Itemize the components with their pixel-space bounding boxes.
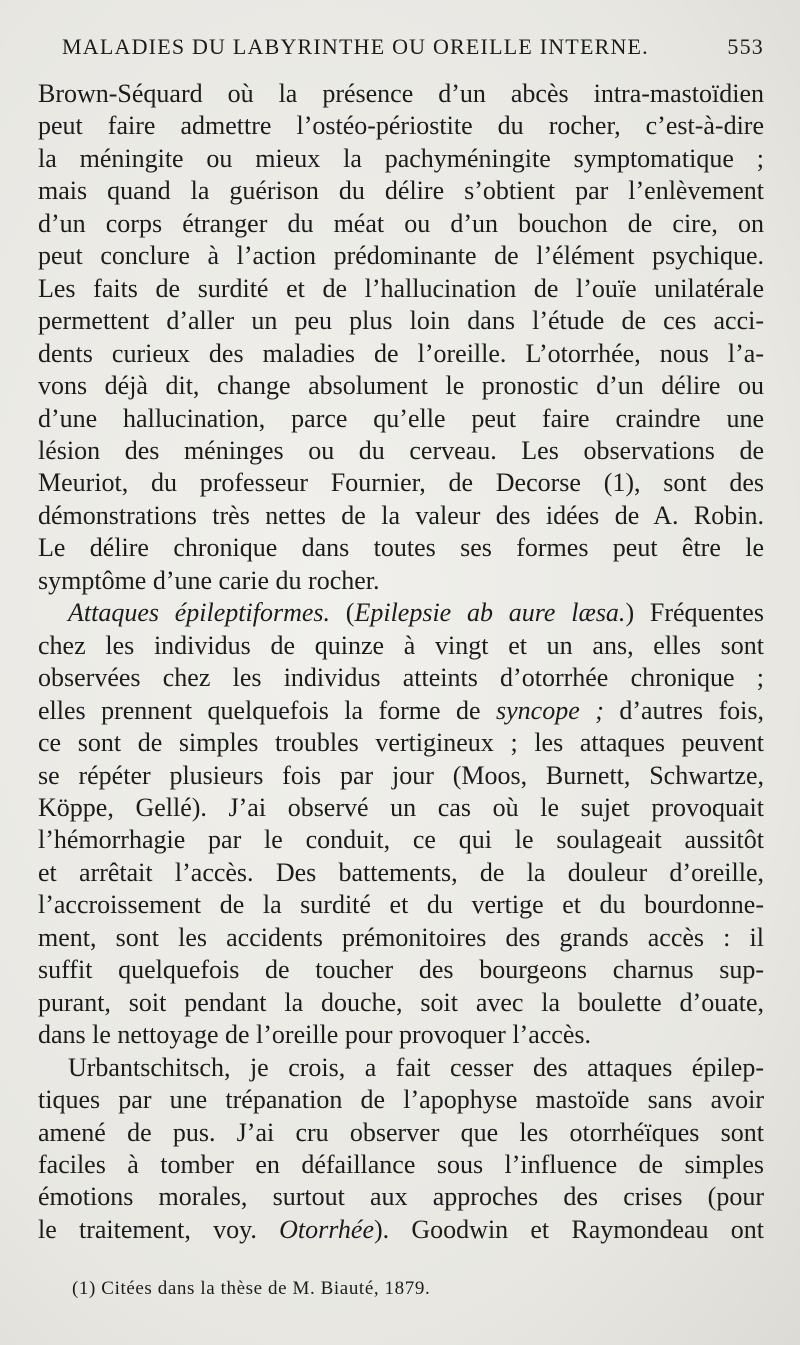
text-fragment: ). Goodwin et Raymondeau ont [374, 1214, 764, 1244]
text-line: d’un corps étranger du méat ou d’un bouchon de cire, on [38, 208, 764, 238]
text-line: lésion des méninges ou du cerveau. Les observations de [38, 435, 764, 465]
text-line: ce sont de simples troubles vertigineux ; les attaques peuvent [38, 728, 764, 758]
text-line: vons déjà dit, change absolument le pronostic d’un délire ou [38, 371, 764, 401]
text-line: et arrêtait l’accès. Des battements, de la douleur d’oreille, [38, 857, 764, 887]
text-line: l’accroissement de la surdité et du vertige et du bourdonne- [38, 890, 764, 920]
text-line: Brown-Séquard où la présence d’un abcès intra-mastoïdien [38, 79, 764, 108]
text-line-mixed [38, 695, 764, 727]
text-line: permettent d’aller un peu plus loin dans l’étude de ces acci- [38, 306, 764, 336]
running-header [62, 34, 764, 60]
page-number: 553 [727, 34, 764, 59]
text-line: la méningite ou mieux la pachyméningite symptomatique ; [38, 143, 764, 173]
body-text [38, 78, 764, 1246]
text-line: purant, soit pendant la douche, soit avec la boulette d’ouate, [38, 987, 764, 1017]
text-line: Köppe, Gellé). J’ai observé un cas où le sujet provoquait [38, 792, 764, 822]
text-line: Les faits de surdité et de l’hallucination de l’ouïe unilatérale [38, 273, 764, 303]
section-heading: Attaques épileptiformes. [68, 598, 331, 628]
text-line: dans le nettoyage de l’oreille pour provoquer l’accès. [38, 1020, 591, 1050]
text-line: dents curieux des maladies de l’oreille. L’otorrhée, nous l’a- [38, 338, 764, 368]
text-line: mais quand la guérison du délire s’obtient par l’enlèvement [38, 176, 764, 206]
text-line: symptôme d’une carie du rocher. [38, 565, 380, 595]
text-line: démonstrations très nettes de la valeur des idées de A. Robin. [38, 500, 764, 530]
text-line: suffit quelquefois de toucher des bourgeons charnus sup- [38, 955, 764, 985]
text-line: tiques par une trépanation de l’apophyse mastoïde sans avoir [38, 1085, 764, 1115]
section-subheading: Epilepsie ab aure læsa. [354, 598, 626, 628]
text-line: Urbantschitsch, je crois, a fait cesser des attaques épilep- [68, 1052, 764, 1082]
text-line: observées chez les individus atteints d’otorrhée chronique ; [38, 663, 764, 693]
text-line: Meuriot, du professeur Fournier, de Decorse (1), sont des [38, 468, 764, 498]
text-line: ment, sont les accidents prémonitoires des grands accès : il [38, 922, 764, 952]
footnote: (1) Citées dans la thèse de M. Biauté, 1879. [72, 1278, 431, 1299]
text-line: Le délire chronique dans toutes ses formes peut être le [38, 533, 764, 563]
text-fragment: le traitement, voy. [38, 1214, 257, 1244]
running-title: MALADIES DU LABYRINTHE OU OREILLE INTERNE. [62, 34, 649, 59]
italic-term: syncope ; [496, 695, 604, 725]
text-line: se répéter plusieurs fois par jour (Moos, Burnett, Schwartze, [38, 760, 764, 790]
text-line: l’hémorrhagie par le conduit, ce qui le soulageait aussitôt [38, 825, 764, 855]
text-line: émotions morales, surtout aux approches des crises (pour [38, 1182, 764, 1212]
text-fragment: Fréquentes [649, 598, 764, 628]
text-line: amené de pus. J’ai cru observer que les otorrhéïques sont [38, 1117, 764, 1147]
text-line: peut faire admettre l’ostéo-périostite du rocher, c’est-à-dire [38, 111, 764, 141]
text-line: chez les individus de quinze à vingt et un ans, elles sont [38, 630, 764, 660]
text-line-mixed [38, 1214, 764, 1246]
section-heading-line: Attaques épileptiformes. (Epilepsie ab aure læsa.) Fréquentes [68, 598, 764, 628]
text-line: d’une hallucination, parce qu’elle peut faire craindre une [38, 403, 764, 433]
italic-term: Otorrhée [279, 1214, 375, 1244]
text-fragment: elles prennent quelquefois la forme de [38, 695, 481, 725]
text-fragment: d’autres fois, [619, 695, 764, 725]
text-line: peut conclure à l’action prédominante de l’élément psychique. [38, 241, 764, 271]
text-line: faciles à tomber en défaillance sous l’influence de simples [38, 1149, 764, 1179]
